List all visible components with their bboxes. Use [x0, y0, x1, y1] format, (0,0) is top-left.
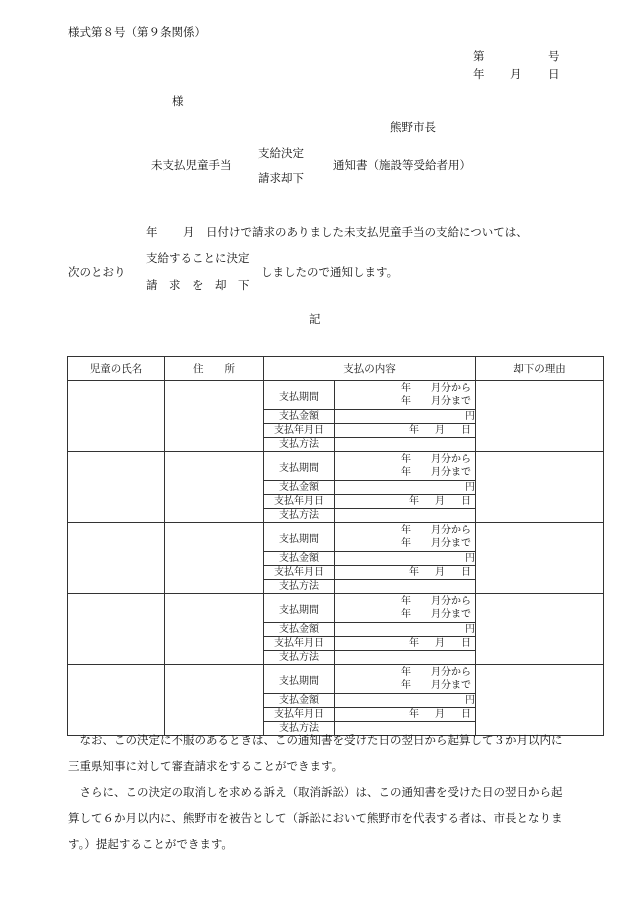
table-row [68, 594, 604, 665]
doc-number-prefix: 第 [473, 49, 485, 63]
header-rejection-reason: 却下の理由 [476, 357, 604, 381]
date-label: 支払年月日 [264, 495, 335, 509]
method-label: 支払方法 [264, 580, 335, 594]
intro-option-decision: 支給することに決定 [146, 251, 250, 265]
payment-details-cell [264, 523, 476, 594]
period-to: 年 月分まで [401, 609, 471, 620]
header-address: 住 所 [165, 357, 264, 381]
title-option-decision: 支給決定 [258, 146, 304, 160]
date-label: 支払年月日 [264, 566, 335, 580]
header-child-name: 児童の氏名 [68, 357, 165, 381]
date-month: 月 [435, 567, 445, 578]
period-label: 支払期間 [264, 594, 335, 623]
payment-details-cell [264, 381, 476, 452]
child-name-cell [68, 452, 165, 523]
rejection-reason-cell [476, 665, 604, 736]
date-month: 月 [435, 709, 445, 720]
period-value [335, 594, 476, 623]
method-label: 支払方法 [264, 722, 335, 736]
amount-label: 支払金額 [264, 481, 335, 495]
date-year: 年 [473, 67, 485, 81]
rejection-reason-cell [476, 594, 604, 665]
period-label: 支払期間 [264, 665, 335, 694]
addressee-honorific: 様 [172, 94, 184, 108]
date-day: 日 [461, 709, 471, 720]
date-day: 日 [461, 496, 471, 507]
period-label: 支払期間 [264, 452, 335, 481]
note-appeal: なお、この決定に不服のあるときは、この通知書を受けた日の翌日から起算して３か月以内に三重県知事に対して審査請求をすることができます。 [68, 733, 563, 773]
date-month: 月 [435, 496, 445, 507]
date-label: 支払年月日 [264, 708, 335, 722]
method-value [335, 580, 476, 594]
date-year: 年 [409, 638, 419, 649]
child-name-cell [68, 523, 165, 594]
ki-heading: 記 [309, 312, 321, 326]
date-value [335, 637, 476, 651]
date-day: 日 [461, 567, 471, 578]
period-from: 年 月分から [401, 667, 471, 678]
period-from: 年 月分から [401, 383, 471, 394]
method-value [335, 438, 476, 452]
amount-label: 支払金額 [264, 410, 335, 424]
amount-label: 支払金額 [264, 694, 335, 708]
date-value [335, 566, 476, 580]
notes [68, 727, 568, 857]
date-value [335, 424, 476, 438]
method-label: 支払方法 [264, 509, 335, 523]
intro-year: 年 [146, 225, 158, 239]
doc-number-suffix: 号 [548, 49, 560, 63]
period-value [335, 665, 476, 694]
period-from: 年 月分から [401, 596, 471, 607]
date-month: 月 [510, 67, 522, 81]
intro-lead: 次のとおり [68, 265, 126, 279]
period-to: 年 月分まで [401, 396, 471, 407]
payment-details-cell [264, 594, 476, 665]
address-cell [165, 665, 264, 736]
note-lawsuit: さらに、この決定の取消しを求める訴え（取消訴訟）は、この通知書を受けた日の翌日から起算して６か月以内に、熊野市を被告として（訴訟において熊野市を代表する者は、市長となります。）提起することができます。 [68, 785, 563, 851]
period-label: 支払期間 [264, 381, 335, 410]
intro-option-rejection: 請 求 を 却 下 [146, 278, 250, 292]
rejection-reason-cell [476, 381, 604, 452]
period-to: 年 月分まで [401, 538, 471, 549]
method-label: 支払方法 [264, 438, 335, 452]
date-day: 日 [461, 638, 471, 649]
payment-table [67, 356, 604, 736]
period-value [335, 523, 476, 552]
date-month: 月 [435, 638, 445, 649]
period-value [335, 452, 476, 481]
intro-tail: しましたので通知します。 [261, 265, 399, 279]
table-row [68, 381, 604, 452]
date-label: 支払年月日 [264, 424, 335, 438]
date-year: 年 [409, 709, 419, 720]
period-value [335, 381, 476, 410]
rejection-reason-cell [476, 452, 604, 523]
date-year: 年 [409, 425, 419, 436]
method-label: 支払方法 [264, 651, 335, 665]
method-value [335, 651, 476, 665]
child-name-cell [68, 594, 165, 665]
address-cell [165, 523, 264, 594]
amount-value: 円 [335, 623, 476, 637]
period-from: 年 月分から [401, 525, 471, 536]
payment-details-cell [264, 665, 476, 736]
intro-text: 日付けで請求のありました未支払児童手当の支給については、 [206, 225, 528, 239]
amount-value: 円 [335, 552, 476, 566]
title-option-rejection: 請求却下 [258, 171, 304, 185]
intro-month: 月 [183, 225, 195, 239]
date-value [335, 708, 476, 722]
table-row [68, 665, 604, 736]
child-name-cell [68, 665, 165, 736]
date-year: 年 [409, 567, 419, 578]
amount-label: 支払金額 [264, 552, 335, 566]
date-year: 年 [409, 496, 419, 507]
address-cell [165, 381, 264, 452]
period-label: 支払期間 [264, 523, 335, 552]
address-cell [165, 594, 264, 665]
address-cell [165, 452, 264, 523]
amount-value: 円 [335, 410, 476, 424]
date-day: 日 [461, 425, 471, 436]
title-prefix: 未支払児童手当 [151, 158, 232, 172]
amount-label: 支払金額 [264, 623, 335, 637]
payment-details-cell [264, 452, 476, 523]
date-month: 月 [435, 425, 445, 436]
amount-value: 円 [335, 481, 476, 495]
method-value [335, 509, 476, 523]
date-value [335, 495, 476, 509]
date-label: 支払年月日 [264, 637, 335, 651]
period-to: 年 月分まで [401, 467, 471, 478]
title-suffix: 通知書（施設等受給者用） [333, 158, 471, 172]
period-to: 年 月分まで [401, 680, 471, 691]
rejection-reason-cell [476, 523, 604, 594]
amount-value: 円 [335, 694, 476, 708]
table-row [68, 452, 604, 523]
table-row [68, 523, 604, 594]
issuer: 熊野市長 [390, 120, 436, 134]
child-name-cell [68, 381, 165, 452]
form-number: 様式第８号（第９条関係） [68, 25, 206, 39]
period-from: 年 月分から [401, 454, 471, 465]
date-day: 日 [548, 67, 560, 81]
header-payment-details: 支払の内容 [264, 357, 476, 381]
